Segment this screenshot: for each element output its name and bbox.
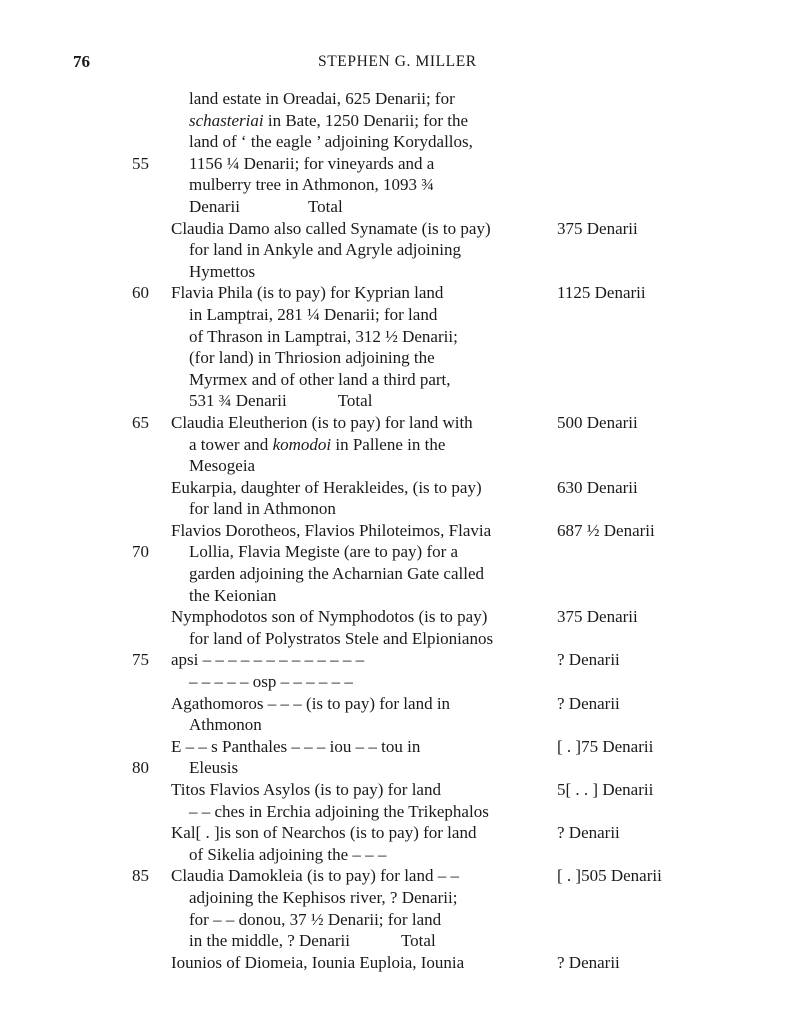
line-text: garden adjoining the Acharnian Gate called [189, 564, 485, 584]
line-text: Lollia, Flavia Megiste (are to pay) for a [189, 542, 459, 562]
line-text: for – – donou, 37 ½ Denarii; for land [189, 909, 442, 929]
line-text: schasteriai in Bate, 1250 Denarii; for the [189, 110, 469, 130]
line-text: a tower and komodoi in Pallene in the [189, 434, 446, 454]
amount: ? Denarii [557, 650, 620, 670]
text-line [0, 498, 794, 520]
text-line [0, 736, 794, 758]
line-text: Claudia Damo also called Synamate (is to pay) [171, 218, 491, 238]
text-line [0, 390, 794, 412]
line-text: Flavia Phila (is to pay) for Kyprian land [171, 283, 444, 303]
text-line [0, 477, 794, 499]
text-line [0, 110, 794, 132]
line-text: Flavios Dorotheos, Flavios Philoteimos, Flavia [171, 520, 492, 540]
text-line [0, 714, 794, 736]
line-number: 75 [132, 650, 149, 670]
text-line [0, 196, 794, 218]
line-number: 55 [132, 153, 149, 173]
line-text: Titos Flavios Asylos (is to pay) for land [171, 780, 441, 799]
text-line [0, 369, 794, 391]
line-text: Denarii Total [189, 196, 343, 216]
amount: 630 Denarii [557, 477, 638, 497]
line-text: in the middle, ? Denarii Total [189, 931, 436, 951]
text-line [0, 455, 794, 477]
line-text: adjoining the Kephisos river, ? Denarii; [189, 887, 458, 907]
line-text: apsi – – – – – – – – – – – – – [171, 650, 365, 670]
text-line [0, 952, 794, 974]
text-line [0, 541, 794, 563]
text-line [0, 563, 794, 585]
text-line [0, 347, 794, 369]
line-text: for land in Athmonon [189, 499, 336, 519]
line-text: – – – – – osp – – – – – – [189, 672, 353, 692]
line-number: 85 [132, 866, 149, 886]
line-text: land of ‘ the eagle ’ adjoining Korydallos, [189, 132, 473, 152]
line-text: for land of Polystratos Stele and Elpionianos [189, 628, 494, 648]
text-line [0, 585, 794, 607]
text-line [0, 909, 794, 931]
amount: 375 Denarii [557, 218, 638, 238]
text-line [0, 822, 794, 844]
line-number: 80 [132, 758, 149, 778]
line-text: mulberry tree in Athmonon, 1093 ¾ [189, 175, 435, 195]
amount: 5[ . . ] Denarii [557, 780, 654, 799]
line-text: Iounios of Diomeia, Iounia Euploia, Iounia [171, 952, 465, 972]
line-number: 70 [132, 542, 149, 562]
line-text: of Thrason in Lamptrai, 312 ½ Denarii; [189, 326, 458, 346]
text-line [0, 628, 794, 650]
line-text: Mesogeia [189, 456, 256, 476]
text-line [0, 671, 794, 693]
line-text: Claudia Damokleia (is to pay) for land – – [171, 866, 459, 886]
text-line [0, 693, 794, 715]
page-number: 76 [73, 52, 90, 71]
line-text: Hymettos [189, 261, 256, 281]
amount: 687 ½ Denarii [557, 520, 655, 540]
line-text: for land in Ankyle and Agryle adjoining [189, 240, 461, 260]
text-line [0, 779, 794, 801]
text-line [0, 412, 794, 434]
text-line [0, 304, 794, 326]
line-text: Eukarpia, daughter of Herakleides, (is to pay) [171, 477, 482, 497]
line-text: land estate in Oreadai, 625 Denarii; for [189, 89, 455, 108]
text-line [0, 520, 794, 542]
line-text: (for land) in Thriosion adjoining the [189, 348, 435, 368]
text-line [0, 801, 794, 823]
line-text: 1156 ¼ Denarii; for vineyards and a [189, 153, 435, 173]
text-line [0, 153, 794, 175]
line-number: 60 [132, 283, 149, 303]
text-line [0, 844, 794, 866]
amount: 375 Denarii [557, 607, 638, 627]
text-line [0, 239, 794, 261]
text-line [0, 434, 794, 456]
line-text: Athmonon [189, 715, 262, 735]
text-line [0, 930, 794, 952]
inscription-translation [0, 88, 794, 973]
text-line [0, 131, 794, 153]
line-text: – – ches in Erchia adjoining the Trikephalos [189, 801, 489, 821]
line-text: Eleusis [189, 758, 239, 778]
line-text: Nymphodotos son of Nymphodotos (is to pay) [171, 607, 488, 627]
line-text: the Keionian [189, 585, 277, 605]
running-title: STEPHEN G. MILLER [318, 53, 477, 70]
line-text: Claudia Eleutherion (is to pay) for land with [171, 412, 473, 432]
line-text: 531 ¾ Denarii Total [189, 391, 373, 411]
line-text: Agathomoros – – – (is to pay) for land in [171, 693, 451, 713]
text-line [0, 218, 794, 240]
text-line [0, 649, 794, 671]
amount: ? Denarii [557, 823, 620, 843]
line-number: 65 [132, 412, 149, 432]
line-text: Myrmex and of other land a third part, [189, 369, 451, 389]
amount: [ . ]75 Denarii [557, 736, 654, 756]
line-text: E – – s Panthales – – – iou – – tou in [171, 736, 421, 756]
text-line [0, 326, 794, 348]
text-line [0, 757, 794, 779]
amount: ? Denarii [557, 952, 620, 972]
text-line [0, 606, 794, 628]
line-text: in Lamptrai, 281 ¼ Denarii; for land [189, 304, 438, 324]
text-line [0, 282, 794, 304]
text-line [0, 88, 794, 110]
text-line [0, 865, 794, 887]
text-line [0, 174, 794, 196]
line-text: of Sikelia adjoining the – – – [189, 844, 387, 864]
page-header [0, 52, 794, 76]
text-line [0, 887, 794, 909]
line-text: Kal[ . ]is son of Nearchos (is to pay) for land [171, 823, 477, 843]
amount: 1125 Denarii [557, 283, 646, 303]
amount: ? Denarii [557, 693, 620, 713]
amount: [ . ]505 Denarii [557, 866, 662, 886]
text-line [0, 261, 794, 283]
amount: 500 Denarii [557, 412, 638, 432]
